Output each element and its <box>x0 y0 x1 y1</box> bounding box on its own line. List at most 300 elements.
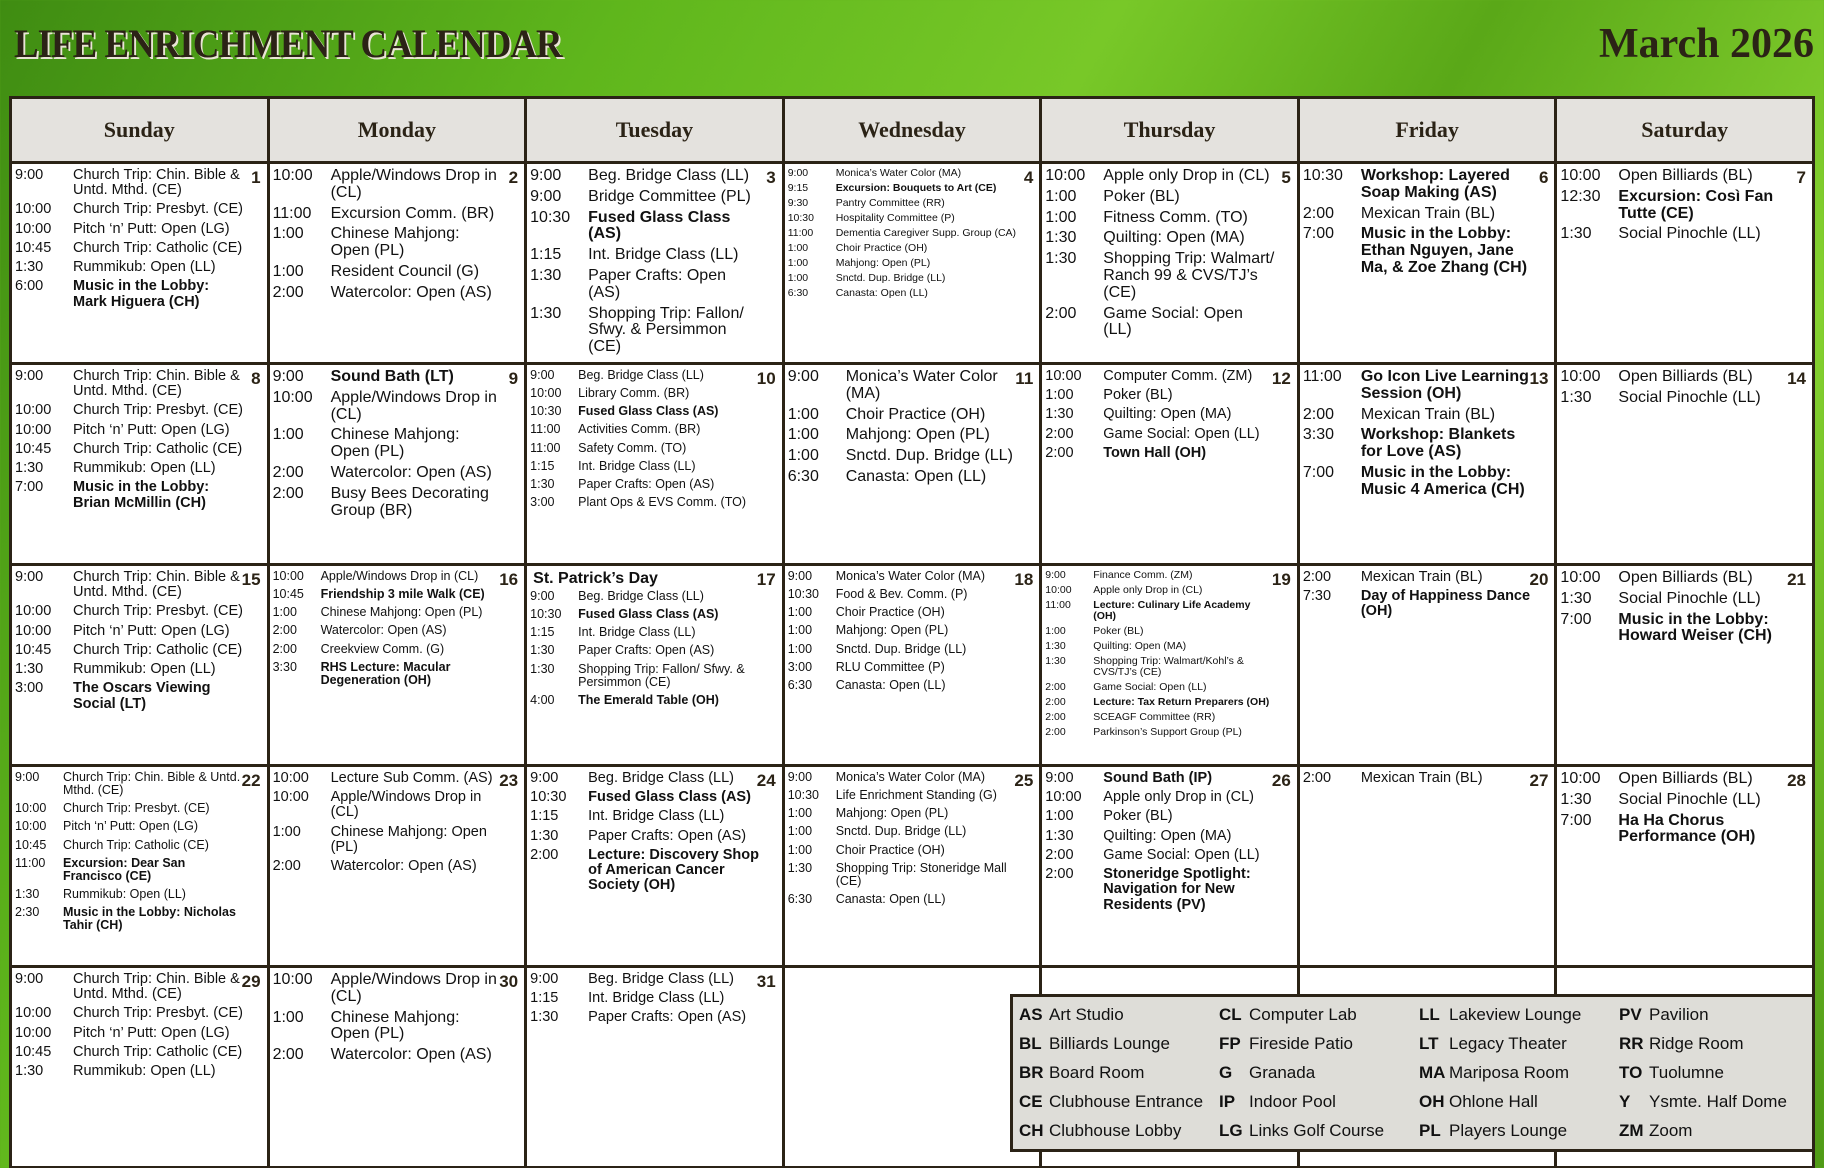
event-name: RLU Committee (P) <box>835 659 945 674</box>
event-time: 4:00 <box>530 692 555 707</box>
event-item <box>15 442 263 457</box>
event-time: 10:30 <box>530 208 571 226</box>
day-number: 1 <box>251 168 261 187</box>
event-name: Mexican Train (BL) <box>1360 569 1483 585</box>
event-time: 9:00 <box>530 770 559 786</box>
event-name: Snctd. Dup. Bridge (LL) <box>835 641 967 656</box>
event-name: Church Trip: Presbyt. (CE) <box>73 402 244 419</box>
event-time: 9:15 <box>787 182 809 195</box>
event-time: 2:00 <box>1045 846 1074 863</box>
event-item <box>1045 641 1293 652</box>
event-time: 2:00 <box>1045 866 1074 883</box>
legend-entry <box>1419 1029 1619 1058</box>
event-time: 9:00 <box>787 368 819 385</box>
day-number: 23 <box>499 771 519 790</box>
day-cell <box>527 767 782 965</box>
event-name: Canasta: Open (LL) <box>835 677 946 692</box>
event-time: 11:00 <box>272 204 312 222</box>
event-item <box>15 857 263 883</box>
event-item <box>15 279 263 309</box>
day-number: 24 <box>756 771 776 790</box>
event-item <box>1045 867 1293 913</box>
event-item <box>273 369 521 386</box>
event-time: 9:00 <box>15 770 40 784</box>
event-item <box>1303 369 1551 403</box>
event-name: Social Pinochle (LL) <box>1618 225 1761 243</box>
legend-code: AS <box>1019 1004 1043 1024</box>
event-name: Church Trip: Chin. Bible & Untd. Mthd. (CE) <box>73 971 240 1003</box>
event-name: Beg. Bridge Class (LL) <box>578 368 704 382</box>
event-time: 7:00 <box>1560 811 1592 829</box>
event-name: Rummikub: Open (LL) <box>73 661 216 678</box>
event-name: Int. Bridge Class (LL) <box>578 458 696 473</box>
day-number: 12 <box>1271 369 1291 388</box>
event-item <box>788 469 1036 486</box>
event-item <box>273 859 521 874</box>
event-item <box>1045 682 1293 693</box>
event-item <box>15 168 263 198</box>
event-item <box>1045 656 1293 678</box>
event-time: 1:30 <box>1560 388 1592 406</box>
event-time: 1:00 <box>272 225 304 243</box>
legend-location: Art Studio <box>1049 1004 1124 1024</box>
event-item <box>1045 369 1293 384</box>
event-name: Friendship 3 mile Walk (CE) <box>320 587 485 602</box>
event-name: Pitch ‘n’ Putt: Open (LG) <box>73 1024 230 1041</box>
event-item <box>1303 771 1551 786</box>
event-item <box>788 273 1036 284</box>
event-time: 9:00 <box>530 971 559 987</box>
event-item <box>530 369 778 382</box>
event-time: 2:00 <box>272 283 304 301</box>
event-item <box>788 679 1036 692</box>
event-time: 1:15 <box>530 246 562 264</box>
event-time: 2:00 <box>272 1046 304 1064</box>
day-cell <box>12 365 267 563</box>
day-cell <box>1042 566 1297 764</box>
event-name: Library Comm. (BR) <box>578 386 690 401</box>
event-time: 2:00 <box>1302 770 1332 786</box>
event-item <box>788 243 1036 254</box>
event-time: 10:30 <box>1302 167 1343 184</box>
day-header-wednesday: Wednesday <box>785 99 1040 161</box>
event-item <box>15 972 263 1002</box>
event-name: Stoneridge Spotlight: Navigation for New Residents (PV) <box>1103 866 1251 913</box>
day-number: 21 <box>1787 570 1806 589</box>
event-name: Apple/Windows Drop in (CL) <box>330 789 482 821</box>
event-time: 1:00 <box>787 842 813 857</box>
event-item <box>15 1064 263 1079</box>
day-header-sunday: Sunday <box>12 99 267 161</box>
day-number: 10 <box>756 369 776 388</box>
event-name: Safety Comm. (TO) <box>578 440 687 455</box>
event-name: RHS Lecture: Macular Degeneration (OH) <box>320 659 451 687</box>
day-cell <box>1042 365 1297 563</box>
event-item <box>1560 792 1808 809</box>
legend-entry <box>1619 1088 1819 1117</box>
event-item <box>530 829 778 844</box>
event-name: Monica’s Water Color (MA) <box>835 167 962 179</box>
event-name: Finance Comm. (ZM) <box>1093 569 1193 581</box>
event-name: Monica’s Water Color (MA) <box>845 368 998 402</box>
event-time: 1:30 <box>1560 589 1592 607</box>
legend-location: Tuolumne <box>1649 1062 1724 1082</box>
event-item <box>530 423 778 436</box>
event-time: 10:30 <box>787 212 814 225</box>
legend-code: G <box>1219 1062 1233 1082</box>
event-name: Bridge Committee (PL) <box>588 187 751 205</box>
event-time: 9:00 <box>787 569 813 583</box>
event-time: 10:45 <box>15 239 52 256</box>
day-number: 18 <box>1014 570 1034 589</box>
event-name: Paper Crafts: Open (AS) <box>588 266 726 301</box>
event-item <box>273 390 521 424</box>
legend-entry <box>1019 1029 1219 1058</box>
event-name: Snctd. Dup. Bridge (LL) <box>835 824 967 839</box>
event-item <box>530 694 778 707</box>
event-item <box>530 405 778 418</box>
day-number: 5 <box>1281 168 1291 187</box>
day-header-thursday: Thursday <box>1042 99 1297 161</box>
event-item <box>1560 226 1808 243</box>
event-name: Town Hall (OH) <box>1103 444 1207 461</box>
event-name: Hospitality Committee (P) <box>835 212 955 225</box>
legend-entry <box>1419 1000 1619 1029</box>
event-item <box>1045 570 1293 581</box>
legend-location: Players Lounge <box>1449 1121 1568 1141</box>
event-item <box>15 820 263 833</box>
event-time: 1:15 <box>530 458 555 473</box>
legend-location: Fireside Patio <box>1249 1033 1353 1053</box>
event-item <box>788 807 1036 820</box>
event-name: Int. Bridge Class (LL) <box>588 246 739 264</box>
event-time: 7:30 <box>1302 588 1332 605</box>
event-name: Beg. Bridge Class (LL) <box>588 971 735 987</box>
event-time: 1:00 <box>787 447 819 465</box>
event-item <box>273 972 521 1006</box>
event-time: 10:00 <box>272 167 313 184</box>
event-item <box>273 771 521 786</box>
event-time: 10:00 <box>15 801 47 816</box>
event-name: Life Enrichment Standing (G) <box>835 788 997 803</box>
event-name: Social Pinochle (LL) <box>1618 589 1761 607</box>
month-label: March 2026 <box>1598 21 1814 67</box>
event-time: 1:30 <box>1045 655 1066 668</box>
event-name: Sound Bath (LT) <box>330 368 454 385</box>
legend-location: Indoor Pool <box>1249 1092 1336 1112</box>
event-name: Social Pinochle (LL) <box>1618 388 1761 406</box>
event-time: 2:00 <box>1045 304 1077 322</box>
event-time: 6:30 <box>787 467 819 485</box>
event-name: Choir Practice (OH) <box>845 405 986 423</box>
event-time: 1:00 <box>1045 187 1077 205</box>
event-time: 9:00 <box>787 167 809 179</box>
event-item <box>530 663 778 689</box>
legend-location: Billiards Lounge <box>1049 1033 1170 1053</box>
event-time: 1:00 <box>787 623 813 638</box>
event-time: 10:45 <box>15 1043 52 1060</box>
event-name: The Emerald Table (OH) <box>578 692 719 707</box>
event-time: 1:30 <box>15 886 40 901</box>
event-time: 1:00 <box>787 824 813 839</box>
day-header-monday: Monday <box>270 99 525 161</box>
event-time: 1:00 <box>787 641 813 656</box>
event-time: 11:00 <box>1045 599 1071 612</box>
legend-code: LL <box>1419 1004 1440 1024</box>
event-name: Mexican Train (BL) <box>1360 405 1496 423</box>
event-item <box>1045 626 1293 637</box>
legend-code: Y <box>1619 1092 1631 1112</box>
event-name: Rummikub: Open (LL) <box>73 460 216 477</box>
event-item <box>1045 771 1293 786</box>
legend-code: CE <box>1019 1092 1043 1112</box>
event-item <box>273 643 521 656</box>
location-legend <box>1010 994 1815 1152</box>
event-name: Excursion: Così Fan Tutte (CE) <box>1618 187 1774 222</box>
event-item <box>1560 570 1808 587</box>
event-name: Chinese Mahjong: Open (PL) <box>320 605 483 620</box>
event-name: Church Trip: Chin. Bible & Untd. Mthd. (CE) <box>73 569 240 601</box>
event-time: 1:00 <box>787 605 813 620</box>
event-time: 1:00 <box>787 272 809 285</box>
event-time: 3:30 <box>1302 426 1334 444</box>
event-name: Church Trip: Presbyt. (CE) <box>73 603 244 620</box>
event-name: Watercolor: Open (AS) <box>330 463 492 481</box>
legend-location: Clubhouse Lobby <box>1049 1121 1182 1141</box>
event-name: Shopping Trip: Stoneridge Mall (CE) <box>835 860 1007 888</box>
event-time: 10:00 <box>1045 167 1086 184</box>
event-item <box>1303 589 1551 619</box>
legend-location: Pavilion <box>1649 1004 1709 1024</box>
legend-entry <box>1419 1117 1619 1146</box>
event-item <box>1560 390 1808 407</box>
event-item <box>1303 407 1551 424</box>
event-item <box>530 771 778 786</box>
event-time: 11:00 <box>530 422 561 437</box>
event-time: 10:30 <box>530 404 562 419</box>
event-time: 1:15 <box>530 808 559 825</box>
event-name: Quilting: Open (MA) <box>1103 406 1232 423</box>
event-name: Apple/Windows Drop in (CL) <box>330 388 497 423</box>
event-time: 9:30 <box>787 197 809 210</box>
event-time: 1:30 <box>1045 229 1077 247</box>
event-name: Workshop: Blankets for Love (AS) <box>1360 426 1516 461</box>
event-item <box>273 825 521 855</box>
day-number: 9 <box>508 369 519 388</box>
event-time: 2:00 <box>272 858 301 875</box>
event-time: 10:30 <box>787 788 819 803</box>
event-time: 1:30 <box>530 476 555 491</box>
event-item <box>1560 591 1808 608</box>
event-time: 11:00 <box>530 440 561 455</box>
event-item <box>1045 189 1293 206</box>
day-number: 22 <box>241 771 261 790</box>
legend-location: Computer Lab <box>1249 1004 1357 1024</box>
event-name: Int. Bridge Class (LL) <box>588 808 725 825</box>
event-time: 1:00 <box>787 257 809 270</box>
day-number: 8 <box>251 369 261 388</box>
event-name: Excursion: Bouquets to Art (CE) <box>835 182 997 195</box>
event-item <box>15 624 263 639</box>
event-name: Rummikub: Open (LL) <box>63 886 186 901</box>
event-name: Pitch ‘n’ Putt: Open (LG) <box>73 421 230 438</box>
event-name: Mahjong: Open (PL) <box>835 257 931 270</box>
legend-entry <box>1219 1000 1419 1029</box>
legend-code: PL <box>1419 1121 1441 1141</box>
event-name: Watercolor: Open (AS) <box>330 858 477 875</box>
event-name: Church Trip: Chin. Bible & Untd. Mthd. (CE) <box>63 770 241 798</box>
legend-entry <box>1619 1117 1819 1146</box>
event-time: 1:30 <box>1045 640 1066 653</box>
event-name: Music in the Lobby: Music 4 America (CH) <box>1360 463 1525 498</box>
event-item <box>15 369 263 399</box>
legend-entry <box>1619 1029 1819 1058</box>
event-item <box>273 465 521 482</box>
legend-entry <box>1219 1058 1419 1087</box>
event-name: Open Billiards (BL) <box>1618 368 1753 385</box>
event-item <box>530 626 778 639</box>
event-name: Snctd. Dup. Bridge (LL) <box>835 272 946 285</box>
day-cell <box>12 767 267 965</box>
event-time: 1:30 <box>787 860 813 875</box>
event-time: 10:00 <box>15 1024 52 1041</box>
event-item <box>273 1010 521 1044</box>
event-name: Shopping Trip: Fallon/ Sfwy. & Persimmon (CE) <box>588 304 744 356</box>
event-time: 10:00 <box>15 220 52 237</box>
event-name: Excursion: Dear San Francisco (CE) <box>63 855 186 883</box>
event-time: 2:00 <box>1045 681 1066 694</box>
event-time: 2:00 <box>1045 425 1074 442</box>
legend-entry <box>1019 1000 1219 1029</box>
event-item <box>530 790 778 805</box>
legend-entry <box>1219 1117 1419 1146</box>
event-name: Game Social: Open (LL) <box>1103 304 1243 339</box>
event-name: Canasta: Open (LL) <box>845 467 987 485</box>
legend-location: Ohlone Hall <box>1449 1092 1538 1112</box>
holiday-label: St. Patrick’s Day <box>533 570 658 587</box>
event-item <box>788 893 1036 906</box>
day-cell <box>1557 767 1812 965</box>
event-item <box>530 972 778 987</box>
day-cell <box>1557 164 1812 362</box>
event-time: 2:00 <box>272 623 297 638</box>
day-number: 27 <box>1529 771 1549 790</box>
event-time: 2:00 <box>1302 405 1334 423</box>
event-item <box>15 771 263 797</box>
event-time: 1:15 <box>530 990 559 1007</box>
event-time: 6:30 <box>787 891 813 906</box>
event-time: 1:00 <box>272 262 304 280</box>
event-item <box>1045 251 1293 301</box>
event-item <box>15 906 263 932</box>
legend-entry <box>1419 1088 1619 1117</box>
event-time: 2:00 <box>530 846 559 863</box>
event-name: The Oscars Viewing Social (LT) <box>73 680 211 712</box>
legend-entry <box>1019 1117 1219 1146</box>
day-cell <box>12 164 267 362</box>
event-time: 2:00 <box>1045 711 1066 724</box>
event-item <box>788 862 1036 888</box>
event-time: 2:30 <box>15 905 40 919</box>
day-number: 17 <box>756 570 776 589</box>
event-item <box>1045 585 1293 596</box>
event-name: Apple only Drop in (CL) <box>1103 789 1254 806</box>
event-item <box>788 407 1036 424</box>
event-time: 1:00 <box>1045 808 1074 825</box>
event-item <box>788 844 1036 857</box>
event-name: Lecture Sub Comm. (AS) <box>330 770 493 786</box>
event-time: 10:30 <box>530 789 567 806</box>
event-name: Poker (BL) <box>1093 625 1144 638</box>
event-item <box>1045 407 1293 422</box>
event-time: 10:45 <box>15 440 52 457</box>
event-name: Int. Bridge Class (LL) <box>578 625 696 640</box>
event-name: Open Billiards (BL) <box>1618 770 1753 787</box>
event-name: Activities Comm. (BR) <box>578 422 701 437</box>
event-time: 11:00 <box>787 227 814 240</box>
event-time: 3:00 <box>787 659 813 674</box>
event-name: Fused Glass Class (AS) <box>578 404 719 419</box>
event-time: 9:00 <box>530 187 562 205</box>
event-name: Game Social: Open (LL) <box>1103 846 1260 863</box>
event-time: 1:30 <box>1560 225 1592 243</box>
event-item <box>530 608 778 621</box>
event-time: 1:00 <box>272 426 304 444</box>
event-name: Apple/Windows Drop in (CL) <box>320 569 479 583</box>
event-item <box>15 1026 263 1041</box>
event-item <box>530 189 778 206</box>
event-name: Choir Practice (OH) <box>835 605 945 620</box>
event-name: Church Trip: Catholic (CE) <box>73 239 243 256</box>
event-name: Church Trip: Chin. Bible & Untd. Mthd. (CE) <box>73 368 240 400</box>
event-item <box>15 480 263 510</box>
legend-entry <box>1619 1058 1819 1087</box>
event-item <box>788 661 1036 674</box>
day-number: 6 <box>1538 168 1549 187</box>
event-item <box>15 570 263 600</box>
event-time: 7:00 <box>1302 225 1334 243</box>
legend-location: Legacy Theater <box>1449 1033 1567 1053</box>
legend-code: RR <box>1619 1033 1644 1053</box>
event-item <box>1303 465 1551 499</box>
event-time: 1:00 <box>272 605 297 620</box>
event-name: Music in the Lobby: Mark Higuera (CH) <box>73 278 210 310</box>
event-name: Canasta: Open (LL) <box>835 891 946 906</box>
event-name: Apple/Windows Drop in (CL) <box>330 971 497 1005</box>
legend-entry <box>1419 1058 1619 1087</box>
event-item <box>15 222 263 237</box>
event-time: 9:00 <box>15 368 44 384</box>
calendar-title: LIFE ENRICHMENT CALENDAR <box>14 21 562 66</box>
legend-code: IP <box>1219 1092 1236 1112</box>
event-item <box>530 1010 778 1025</box>
event-item <box>788 588 1036 601</box>
legend-location: Ridge Room <box>1649 1033 1744 1053</box>
event-item <box>273 486 521 520</box>
legend-code: FP <box>1219 1033 1241 1053</box>
day-number: 28 <box>1787 771 1806 790</box>
event-name: Workshop: Layered Soap Making (AS) <box>1360 167 1510 201</box>
event-time: 2:00 <box>1302 569 1332 585</box>
event-name: Poker (BL) <box>1103 187 1180 205</box>
event-time: 3:00 <box>530 494 555 509</box>
day-cell <box>1042 767 1297 965</box>
event-time: 10:00 <box>15 421 52 438</box>
event-item <box>788 288 1036 299</box>
event-item <box>530 644 778 657</box>
event-time: 3:00 <box>15 680 44 697</box>
day-number: 20 <box>1529 570 1549 589</box>
